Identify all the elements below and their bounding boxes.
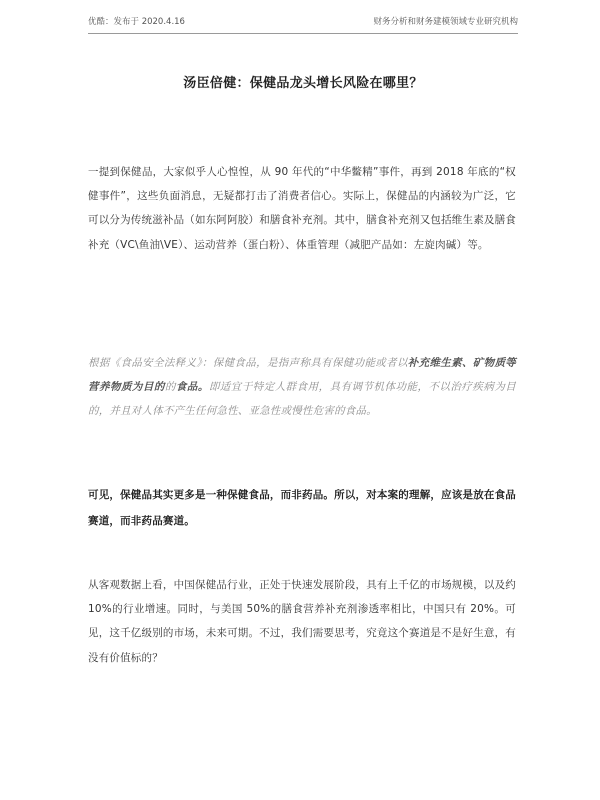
paragraph-market-data: 从客观数据上看，中国保健品行业，正处于快速发展阶段，具有上千亿的市场规模，以及约 10%的行业增速。同时，与美国 50%的膳食营养补充剂渗透率相比，中国只有 20%。可见，这千亿级别的市场，未来可期。不过，我们需要思考，究竟这个赛道是不是好生意，有没有价值标的？ <box>88 579 516 664</box>
article-title: 汤臣倍健：保健品龙头增长风险在哪里？ <box>183 76 423 91</box>
quote-definition <box>88 351 516 424</box>
organization-tagline: 财务分析和财务建模领域专业研究机构 <box>373 17 518 27</box>
quote-text-1: 根据《食品安全法释义》：保健食品，是指声称具有保健功能或者以 <box>88 357 408 369</box>
quote-text-3: 即适宜于特定人群食用，具有调节机体功能，不以治疗疾病为目的，并且对人体不产生任何急性、亚急性或慢性危害的食品。 <box>88 381 516 418</box>
paragraph-conclusion: 可见，保健品其实更多是一种保健食品，而非药品。所以，对本案的理解，应该是放在食品赛道，而非药品赛道。 <box>88 489 516 527</box>
quote-emphasis-1: 补充维生素、矿物质等营养物质为目的 <box>88 357 517 394</box>
page-header <box>88 11 518 34</box>
quote-emphasis-2: 食品。 <box>175 381 209 394</box>
quote-text-2: 的 <box>164 381 176 394</box>
paragraph-intro: 一提到保健品，大家似乎人心惶惶，从 90 年代的“中华鳖精”事件，再到 2018 年底的“权健事件”，这些负面消息，无疑都打击了消费者信心。实际上，保健品的内涵较为广泛，它可以分为传统滋补品（如东阿阿胶）和膳食补充剂。其中，膳食补充剂又包括维生素及膳食补充（VC\鱼油\VE）、运动营养（蛋白粉）、体重管理（减肥产品如：左旋肉碱）等。 <box>88 166 516 251</box>
publish-info: 优酷：发布于 2020.4.16 <box>88 17 185 27</box>
